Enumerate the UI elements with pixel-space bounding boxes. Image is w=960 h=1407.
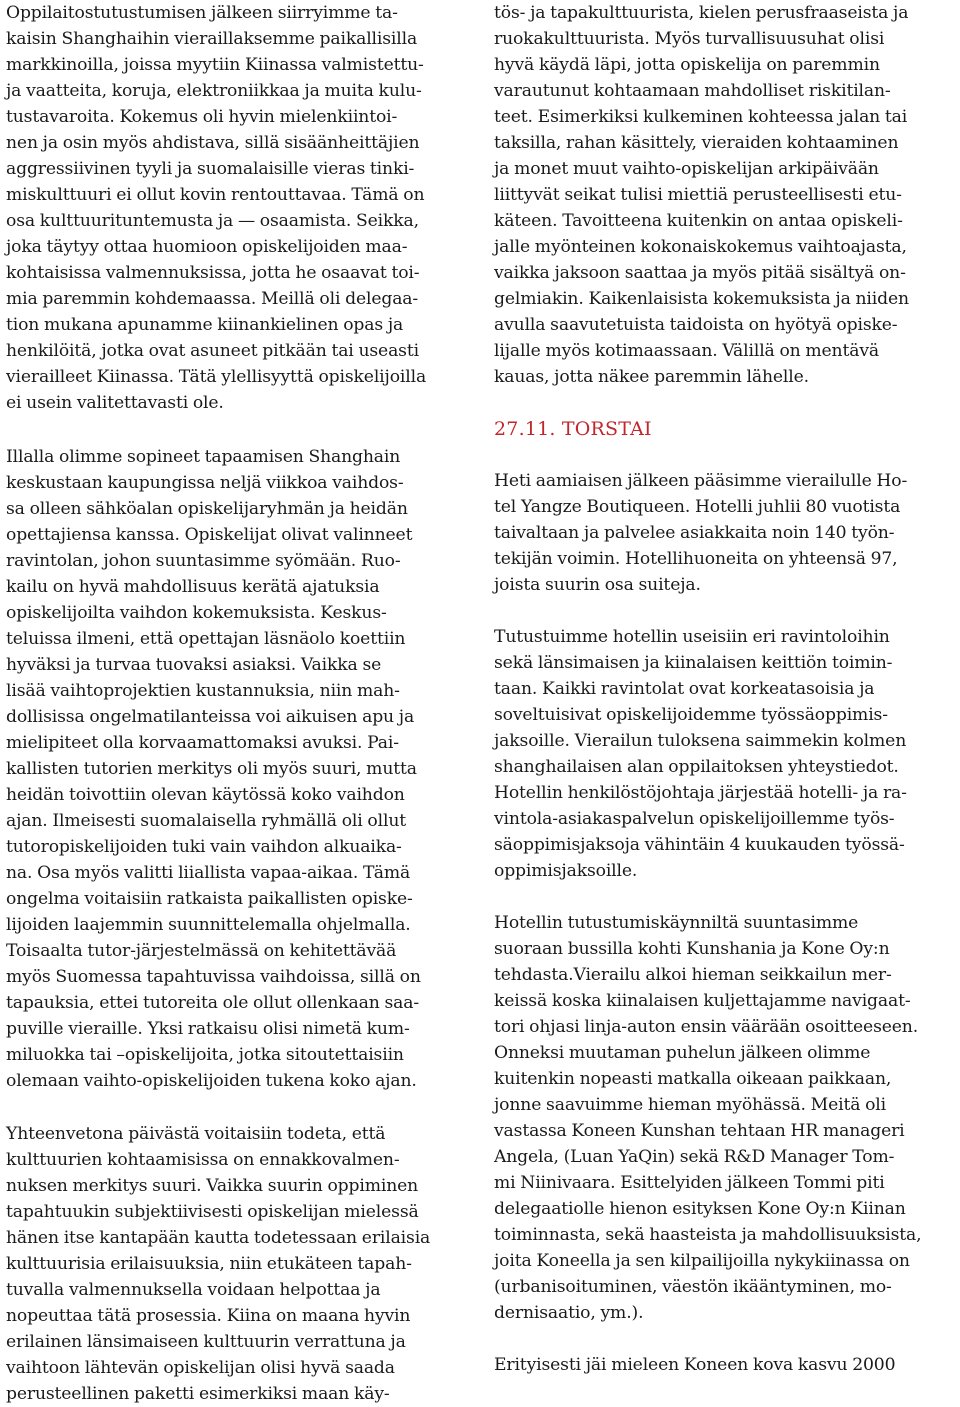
text-line: lijoiden laajemmin suunnittelemalla ohjelmalla. [6, 915, 411, 935]
text-line: heidän toivottiin olevan käytössä koko vaihdon [6, 785, 405, 805]
text-line: (urbanisoituminen, väestön ikääntyminen, mo- [494, 1277, 892, 1297]
text-line: delegaatiolle hienon esityksen Kone Oy:n Kiinan [494, 1199, 906, 1219]
text-line: liittyvät seikat tulisi miettiä perusteellisesti etu- [494, 185, 902, 205]
text-line: teet. Esimerkiksi kulkeminen kohteessa jalan tai [494, 107, 908, 127]
text-line: kailu on hyvä mahdollisuus kerätä ajatuksia [6, 577, 380, 597]
text-line: toiminnasta, sekä haasteista ja mahdollisuuksista, [494, 1225, 922, 1245]
text-line: miskulttuuri ei ollut kovin rentouttavaa. Tämä on [6, 185, 425, 205]
text-line: taan. Kaikki ravintolat ovat korkeatasoisia ja [494, 679, 875, 699]
text-line: tion mukana apunamme kiinankielinen opas ja [6, 315, 404, 335]
text-line: tös- ja tapakulttuurista, kielen perusfraaseista ja [494, 3, 909, 23]
text-line: osa kulttuurituntemusta ja — osaamista. Seikka, [6, 211, 419, 231]
text-line: nen ja osin myös ahdistava, sillä sisäänheittäjien [6, 133, 420, 153]
text-line: opiskelijoilta vaihdon kokemuksista. Keskus- [6, 603, 387, 623]
text-line: perusteellinen paketti esimerkiksi maan käy- [6, 1384, 390, 1404]
section-heading-date: 27.11. TORSTAI [494, 418, 652, 440]
text-line: Tutustuimme hotellin useisiin eri ravintoloihin [494, 627, 890, 647]
text-line: na. Osa myös valitti liiallista vapaa-aikaa. Tämä [6, 863, 411, 883]
text-line: mielipiteet olla korvaamattomaksi avuksi. Pai- [6, 733, 399, 753]
text-line: tehdasta.Vierailu alkoi hieman seikkailun mer- [494, 965, 892, 985]
text-line: suoraan bussilla kohti Kunshania ja Kone Oy:n [494, 939, 890, 959]
text-line: Angela, (Luan YaQin) sekä R&D Manager Tom- [494, 1147, 895, 1167]
text-line: puville vieraille. Yksi ratkaisu olisi nimetä kum- [6, 1019, 410, 1039]
text-line: oppimisjaksoille. [494, 861, 638, 881]
text-line: sa olleen sähköalan opiskelijaryhmän ja heidän [6, 499, 408, 519]
text-line: teluissa ilmeni, että opettajan läsnäolo koettiin [6, 629, 406, 649]
text-line: keissä koska kiinalaisen kuljettajamme navigaat- [494, 991, 911, 1011]
text-line: ajan. Ilmeisesti suomalaisella ryhmällä oli ollut [6, 811, 406, 831]
text-line: vastassa Koneen Kunshan tehtaan HR manageri [494, 1121, 905, 1141]
text-line: shanghailaisen alan oppilaitoksen yhteystiedot. [494, 757, 899, 777]
text-line: mia paremmin kohdemaassa. Meillä oli delegaa- [6, 289, 419, 309]
paragraph-restaurants [494, 624, 956, 884]
text-line: ruokakulttuurista. Myös turvallisuusuhat olisi [494, 29, 885, 49]
text-line: aggressiivinen tyyli ja suomalaisille vieras tinki- [6, 159, 415, 179]
text-line: vintola-asiakaspalvelun opiskelijoillemme työs- [494, 809, 895, 829]
text-line: kulttuurien kohtaamisissa on ennakkovalmen- [6, 1150, 400, 1170]
text-line: taivaltaan ja palvelee asiakkaita noin 140 työn- [494, 523, 895, 543]
text-line: Toisaalta tutor-järjestelmässä on kehitettävää [6, 941, 397, 961]
text-line: vaihtoon lähtevän opiskelijan olisi hyvä saada [6, 1358, 395, 1378]
text-line: nuksen merkitys suuri. Vaikka suurin oppiminen [6, 1176, 419, 1196]
right-column [494, 0, 956, 1378]
paragraph-hotel-visit [494, 468, 956, 598]
text-line: varautunut kohtaamaan mahdolliset riskitilan- [494, 81, 891, 101]
text-line: joita Koneella ja sen kilpailijoilla nykykiinassa on [494, 1251, 910, 1271]
text-line: vaikka jaksoon saattaa ja myös pitää sisältyä on- [494, 263, 906, 283]
text-line: mi Niinivaara. Esittelyiden jälkeen Tommi piti [494, 1173, 885, 1193]
text-line: Erityisesti jäi mieleen Koneen kova kasvu 2000 [494, 1355, 896, 1375]
text-line: sekä länsimaisen ja kiinalaisen keittiön toimin- [494, 653, 893, 673]
text-line: hyväksi ja turvaa tuovaksi asiaksi. Vaikka se [6, 655, 382, 675]
text-line: tori ohjasi linja-auton ensin väärään osoitteeseen. [494, 1017, 919, 1037]
paragraph-summary [6, 1121, 468, 1407]
text-line: kulttuurisia erilaisuuksia, niin etukäteen tapah- [6, 1254, 412, 1274]
text-line: dernisaatio, ym.). [494, 1303, 644, 1323]
text-line: lisää vaihtoprojektien kustannuksia, niin mah- [6, 681, 400, 701]
text-line: tapauksia, ettei tutoreita ole ollut ollenkaan saa- [6, 993, 419, 1013]
text-line: markkinoilla, joissa myytiin Kiinassa valmistettu- [6, 55, 424, 75]
text-line: myös Suomessa tapahtuvissa vaihdoissa, sillä on [6, 967, 421, 987]
text-line: taksilla, rahan käsittely, vieraiden kohtaaminen [494, 133, 899, 153]
paragraph-kone-growth [494, 1352, 956, 1378]
text-line: jonne saavuimme hieman myöhässä. Meitä oli [494, 1095, 887, 1115]
text-line: tel Yangze Boutiqueen. Hotelli juhlii 80 vuotista [494, 497, 901, 517]
text-line: opettajiensa kanssa. Opiskelijat olivat valinneet [6, 525, 413, 545]
text-line: jalle myönteinen kokonaiskokemus vaihtoajasta, [494, 237, 907, 257]
text-line: hyvä käydä läpi, jotta opiskelija on paremmin [494, 55, 880, 75]
text-line: kohtaisissa valmennuksissa, jotta he osaavat toi- [6, 263, 420, 283]
text-line: joista suurin osa suiteja. [494, 575, 701, 595]
text-line: gelmiakin. Kaikenlaisista kokemuksista ja niiden [494, 289, 909, 309]
text-line: avulla saavutetuista taidoista on hyötyä opiske- [494, 315, 898, 335]
text-line: miluokka tai –opiskelijoita, jotka sitoutettaisiin [6, 1045, 404, 1065]
paragraph-student-meeting [6, 444, 468, 1094]
text-line: kaisin Shanghaihin vieraillaksemme paikallisilla [6, 29, 418, 49]
text-line: dollisissa ongelmatilanteissa voi aikuisen apu ja [6, 707, 415, 727]
text-line: tapahtuukin subjektiivisesti opiskelijan mielessä [6, 1202, 419, 1222]
text-line: vierailleet Kiinassa. Tätä ylellisyyttä opiskelijoilla [6, 367, 427, 387]
text-line: Illalla olimme sopineet tapaamisen Shanghain [6, 447, 401, 467]
text-line: tustavaroita. Kokemus oli hyvin mielenkiintoi- [6, 107, 398, 127]
text-line: joka täytyy ottaa huomioon opiskelijoiden maa- [6, 237, 408, 257]
text-line: Hotellin henkilöstöjohtaja järjestää hotelli- ja ra- [494, 783, 907, 803]
text-line: keskustaan kaupungissa neljä viikkoa vaihdos- [6, 473, 404, 493]
paragraph-preparation [494, 0, 956, 390]
text-line: jaksoille. Vierailun tuloksena saimmekin kolmen [494, 731, 907, 751]
text-line: hänen itse kantapään kautta todetessaan erilaisia [6, 1228, 431, 1248]
text-line: ravintolan, johon suuntasimme syömään. Ruo- [6, 551, 401, 571]
text-line: käteen. Tavoitteena kuitenkin on antaa opiskeli- [494, 211, 903, 231]
left-column [6, 0, 468, 1407]
text-line: säoppimisjaksoja vähintäin 4 kuukauden työssä- [494, 835, 905, 855]
text-line: erilainen länsimaiseen kulttuurin verrattuna ja [6, 1332, 406, 1352]
text-line: Hotellin tutustumiskäynniltä suuntasimme [494, 913, 859, 933]
text-line: kuitenkin nopeasti matkalla oikeaan paikkaan, [494, 1069, 892, 1089]
text-line: olemaan vaihto-opiskelijoiden tukena koko ajan. [6, 1071, 417, 1091]
text-line: Oppilaitostutustumisen jälkeen siirryimme ta- [6, 3, 398, 23]
text-line: henkilöitä, jotka ovat asuneet pitkään tai useasti [6, 341, 419, 361]
text-line: ja monet muut vaihto-opiskelijan arkipäivään [494, 159, 879, 179]
text-line: Onneksi muutaman puhelun jälkeen olimme [494, 1043, 871, 1063]
text-line: soveltuisivat opiskelijoidemme työssäoppimis- [494, 705, 888, 725]
text-line: kallisten tutorien merkitys oli myös suuri, mutta [6, 759, 417, 779]
text-line: tekijän voimin. Hotellihuoneita on yhteensä 97, [494, 549, 898, 569]
text-line: ei usein valitettavasti ole. [6, 393, 224, 413]
text-line: kauas, jotta näkee paremmin lähelle. [494, 367, 809, 387]
text-line: tuvalla valmennuksella voidaan helpottaa ja [6, 1280, 381, 1300]
text-line: tutoropiskelijoiden tuki vain vaihdon alkuaika- [6, 837, 402, 857]
text-line: Heti aamiaisen jälkeen pääsimme vierailulle Ho- [494, 471, 908, 491]
text-line: ongelma voitaisiin ratkaista paikallisten opiske- [6, 889, 413, 909]
paragraph-kone-visit [494, 910, 956, 1326]
paragraph-market-visit [6, 0, 468, 416]
text-line: Yhteenvetona päivästä voitaisiin todeta, että [6, 1124, 386, 1144]
text-line: ja vaatteita, koruja, elektroniikkaa ja muita kulu- [6, 81, 422, 101]
text-line: nopeuttaa tätä prosessia. Kiina on maana hyvin [6, 1306, 411, 1326]
text-line: lijalle myös kotimaassaan. Välillä on mentävä [494, 341, 879, 361]
